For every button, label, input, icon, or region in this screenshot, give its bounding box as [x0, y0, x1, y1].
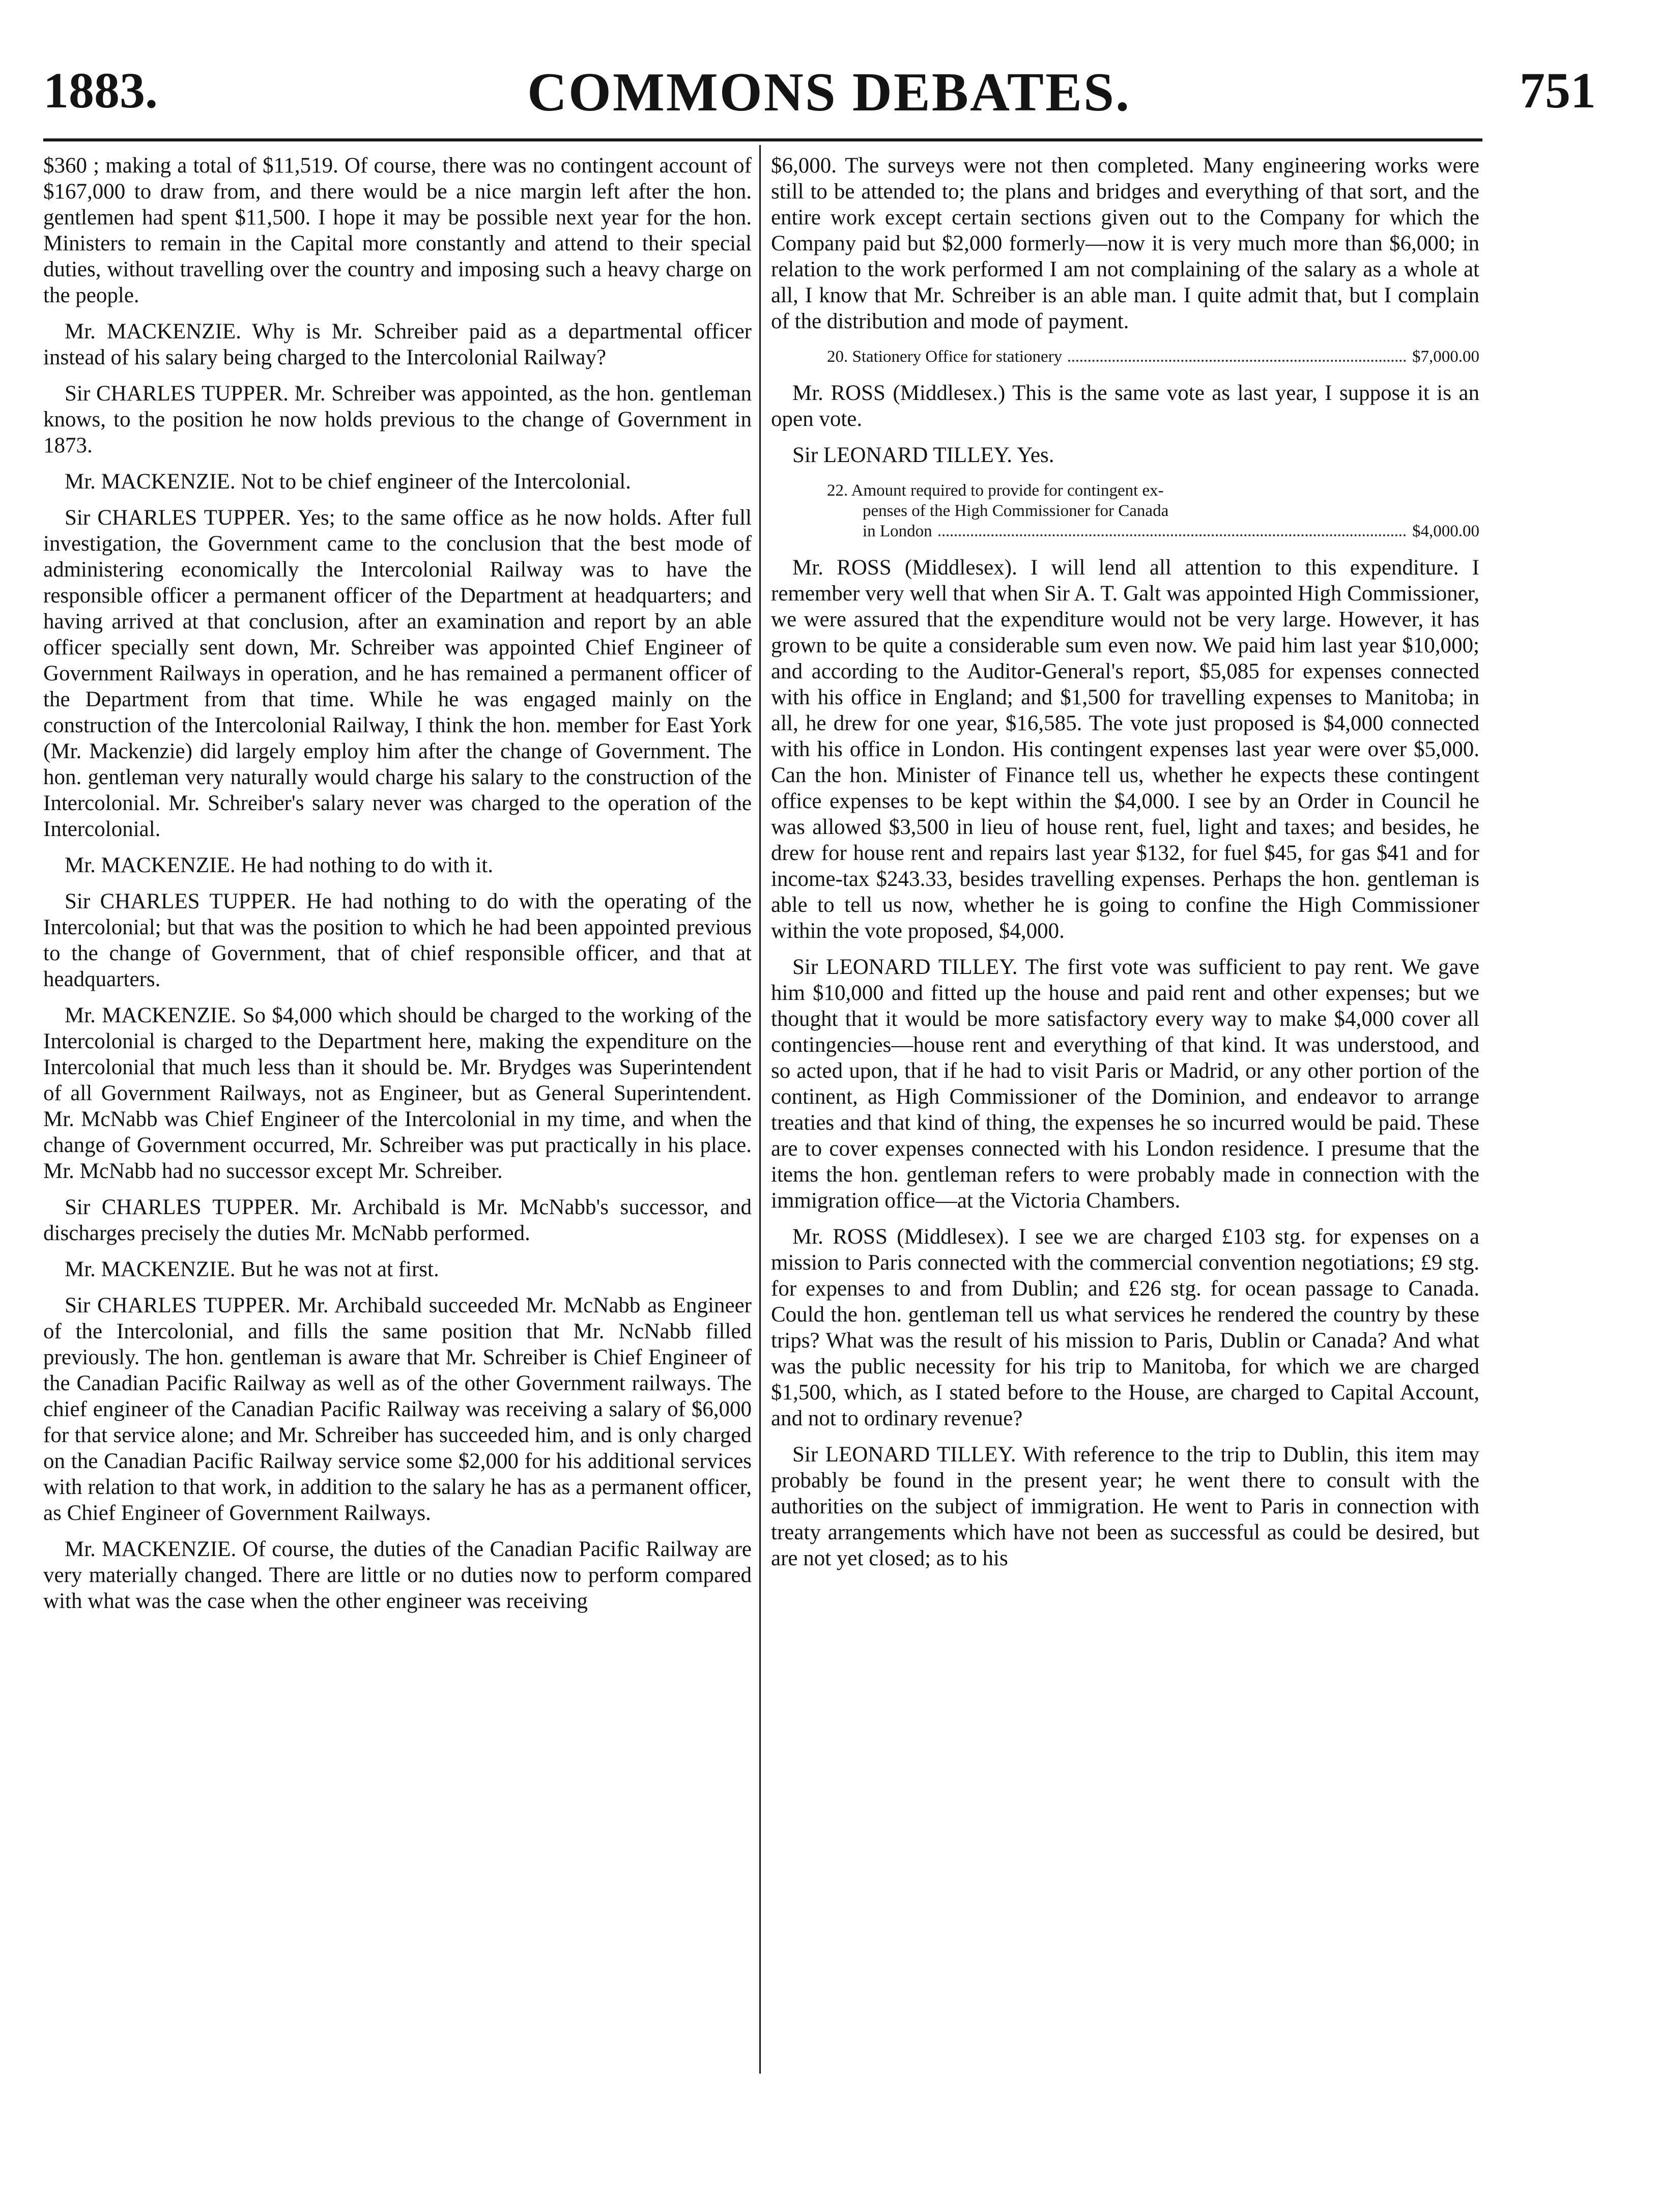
paragraph: Mr. ROSS (Middlesex). I see we are charged £103 stg. for expenses on a mission to Paris connected with the commercial convention negotiations; £9 stg. for expenses to and from Dublin; and £26 stg. for ocean passage to Canada. Could the hon. gentleman tell us what services he rendered the country by these trips? What was the result of his mission to Paris, Dublin or Canada? And what was the public necessity for his trip to Manitoba, for which we are charged $1,500, which, as I stated before to the House, are charged to Capital Account, and not to ordinary revenue? [771, 1225, 1479, 1430]
vote-item-22 [771, 480, 1479, 541]
paragraph: Sir CHARLES TUPPER. Yes; to the same office as he now holds. After full investigation, the Government came to the conclusion that the best mode of administering economically the Intercolonial Railway was to have the responsible officer a permanent officer of the Department at headquarters; and having arrived at that conclusion, after an examination and report by an able officer specially sent down, Mr. Schreiber was appointed Chief Engineer of Government Railways in operation, and he has remained a permanent officer of the Department from that time. While he was engaged mainly on the construction of the Intercolonial Railway, I think the hon. member for East York (Mr. Mackenzie) did largely employ him after the change of Government. The hon. gentleman very naturally would charge his salary to the construction of the Intercolonial. Mr. Schreiber's salary never was charged to the operation of the Intercolonial. [43, 506, 752, 841]
paragraph: Sir LEONARD TILLEY. The first vote was sufficient to pay rent. We gave him $10,000 and fitted up the house and paid rent and other expenses; but we thought that it would be more satisfactory every way to make $4,000 cover all contingencies—house rent and everything of that kind. It was understood, and so acted upon, that if he had to visit Paris or Madrid, or any other portion of the continent, as High Commissioner of the Dominion, and endeavor to arrange treaties and that kind of thing, the expenses he so incurred would be paid. These are to cover expenses connected with his London residence. I presume that the items the hon. gentleman refers to were probably made in connection with the immigration office—at the Victoria Chambers. [771, 955, 1479, 1213]
paragraph: Mr. MACKENZIE. Why is Mr. Schreiber paid as a departmental officer instead of his salary being charged to the Intercolonial Railway? [43, 320, 752, 369]
paragraph: Mr. MACKENZIE. Not to be chief engineer of the Intercolonial. [65, 470, 631, 494]
paragraph: Sir CHARLES TUPPER. Mr. Schreiber was appointed, as the hon. gentleman knows, to the position he now holds previous to the change of Government in 1873. [43, 382, 752, 457]
paragraph: Mr. MACKENZIE. But he was not at first. [65, 1257, 439, 1281]
paragraph: $360 ; making a total of $11,519. Of course, there was no contingent account of $167,000 to draw from, and there would be a nice margin left after the hon. gentlemen had spent $11,500. I hope it may be possible next year for the hon. Ministers to remain in the Capital more constantly and attend to their special duties, without travelling over the country and imposing such a heavy charge on the people. [43, 154, 752, 307]
paragraph: Sir CHARLES TUPPER. He had nothing to do with the operating of the Intercolonial; but that was the position to which he had been appointed previous to the change of Government, that of chief responsible officer, and that at headquarters. [43, 889, 752, 991]
paragraph: Mr. MACKENZIE. He had nothing to do with it. [65, 853, 494, 877]
paragraph: $6,000. The surveys were not then completed. Many engineering works were still to be attended to; the plans and bridges and everything of that sort, and the entire work except certain sections given out to the Company for which the Company paid but $2,000 formerly—now it is very much more than $6,000; in relation to the work performed I am not complaining of the salary as a whole at all, I know that Mr. Schreiber is an able man. I quite admit that, but I complain of the distribution and mode of payment. [771, 154, 1479, 333]
paragraph: Mr. MACKENZIE. So $4,000 which should be charged to the working of the Intercolonial is charged to the Department here, making the expenditure on the Intercolonial that much less than it should be. Mr. Brydges was Superintendent of all Government Railways, not as Engineer, but as General Superintendent. Mr. McNabb was Chief Engineer of the Intercolonial in my time, and when the change of Government occurred, Mr. Schreiber was put practically in his place. Mr. McNabb had no successor except Mr. Schreiber. [43, 1003, 752, 1183]
leader-dots [938, 521, 1406, 536]
leader-dots [1068, 347, 1406, 362]
header-title: COMMONS DEBATES. [527, 62, 1131, 123]
vote-item-20 [771, 347, 1479, 367]
header-page-number: 751 [1520, 62, 1596, 119]
column-divider [759, 145, 761, 2074]
vote-amount: $7,000.00 [1412, 348, 1479, 366]
paragraph: Sir LEONARD TILLEY. With reference to the trip to Dublin, this item may probably be found in the present year; he went there to consult with the authorities on the subject of immigration. He went to Paris in connection with treaty arrangements which have not been as successful as could be desired, but are not yet closed; as to his [771, 1443, 1479, 1570]
vote-label-line: 22. Amount required to provide for contingent ex- [827, 481, 1164, 500]
paragraph: Mr. MACKENZIE. Of course, the duties of the Canadian Pacific Railway are very materially changed. There are little or no duties now to perform compared with what was the case when the other engineer was receiving [43, 1537, 752, 1613]
vote-label-line: in London [863, 522, 932, 540]
paragraph: Mr. ROSS (Middlesex). I will lend all attention to this expenditure. I remember very well that when Sir A. T. Galt was appointed High Commissioner, we were assured that the expenditure would not be very large. However, it has grown to be quite a considerable sum even now. We paid him last year $10,000; and according to the Auditor-General's report, $5,085 for expenses connected with his office in England; and $1,500 for travelling expenses to Manitoba; in all, he drew for one year, $16,585. The vote just proposed is $4,000 connected with his office in London. His contingent expenses last year were over $5,000. Can the hon. Minister of Finance tell us, whether he expects these contingent office expenses to be kept within the $4,000. I see by an Order in Council he was allowed $3,500 in lieu of house rent, fuel, light and taxes; and besides, he drew for house rent and repairs last year $132, for fuel $45, for gas $41 and for income-tax $243.33, besides travelling expenses. Perhaps the hon. gentleman is able to tell us now, whether he is going to confine the High Commissioner within the vote proposed, $4,000. [771, 556, 1479, 943]
right-column [771, 153, 1479, 1582]
paragraph: Mr. ROSS (Middlesex.) This is the same vote as last year, I suppose it is an open vote. [771, 381, 1479, 431]
vote-label-line: penses of the High Commissioner for Canada [863, 502, 1169, 520]
vote-amount: $4,000.00 [1412, 522, 1479, 540]
header-year: 1883. [43, 62, 158, 119]
left-column [43, 153, 752, 1624]
paragraph: Sir CHARLES TUPPER. Mr. Archibald is Mr. McNabb's successor, and discharges precisely the duties Mr. McNabb performed. [43, 1195, 752, 1245]
vote-label: 20. Stationery Office for stationery [827, 348, 1063, 366]
paragraph: Sir LEONARD TILLEY. Yes. [792, 443, 1054, 467]
paragraph: Sir CHARLES TUPPER. Mr. Archibald succeeded Mr. McNabb as Engineer of the Intercolonial, and fills the same position that Mr. NcNabb filled previously. The hon. gentleman is aware that Mr. Schreiber is Chief Engineer of the Canadian Pacific Railway as well as of the other Government railways. The chief engineer of the Canadian Pacific Railway was receiving a salary of $6,000 for that service alone; and Mr. Schreiber has succeeded him, and is only charged on the Canadian Pacific Railway service some $2,000 for his additional services with relation to that work, in addition to the salary he has as a permanent officer, as Chief Engineer of Government Railways. [43, 1294, 752, 1525]
header-rule [43, 138, 1482, 141]
